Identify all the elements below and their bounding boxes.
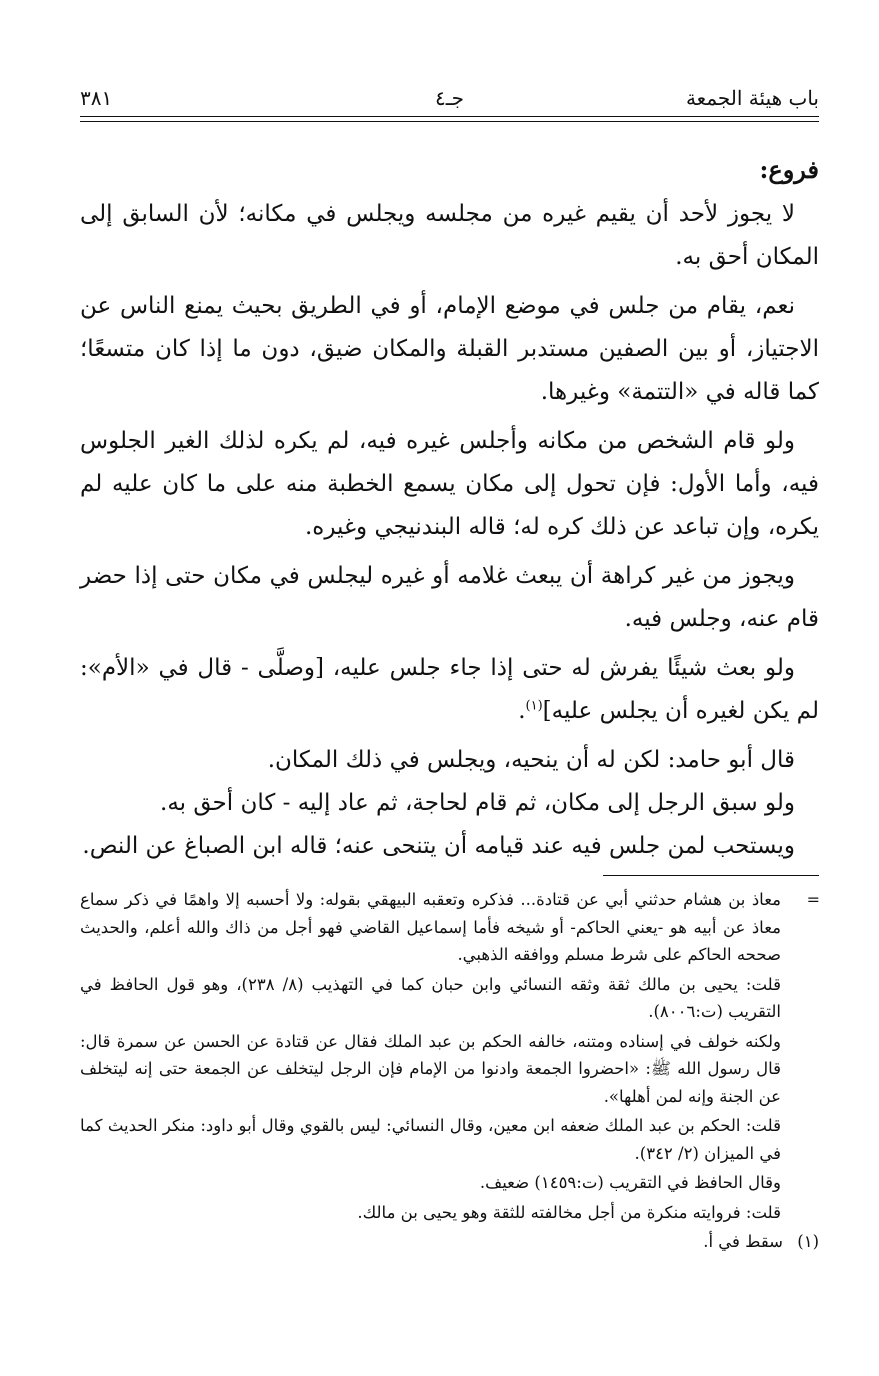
paragraph: ولو قام الشخص من مكانه وأجلس غيره فيه، لم يكره لذلك الغير الجلوس فيه، وأما الأول: فإن تحول إلى مكان يسمع الخطبة منه على ما كان عليه لم يكره، وإن تباعد عن ذلك كره له؛ قاله البندنيجي وغيره. <box>80 428 819 540</box>
footnote-paragraph: قلت: فروايته منكرة من أجل مخالفته للثقة وهو يحيى بن مالك. <box>357 1202 781 1222</box>
footnote-paragraph: ولكنه خولف في إسناده ومتنه، خالفه الحكم بن عبد الملك فقال عن قتادة عن الحسن عن سمرة قال: قال رسول الله ﷺ: «احضروا الجمعة وادنوا من الإمام فإن الرجل ليتخلف عن الجمعة حتى إنه ليتخلف عن الجنة وإنه لمن أهلها». <box>80 1031 781 1106</box>
section-heading: فروع: <box>759 155 819 184</box>
footnote-text: سقط في أ. <box>703 1232 783 1251</box>
paragraph: لا يجوز لأحد أن يقيم غيره من مجلسه ويجلس في مكانه؛ لأن السابق إلى المكان أحق به. <box>80 201 819 270</box>
footnote-paragraph: معاذ بن هشام حدثني أبي عن قتادة... فذكره وتعقبه البيهقي بقوله: ولا أحسبه إلا واهمًا في ذكر سماع معاذ عن أبيه هو -يعني الحاكم- أو شيخه فأما إسماعيل القاضي فهو أجل من ذاك والله أعلم، والحديث صححه الحاكم على شرط مسلم ووافقه الذهبي. <box>80 890 781 964</box>
header-rule <box>80 116 819 122</box>
paragraph: ويستحب لمن جلس فيه عند قيامه أن يتنحى عنه؛ قاله ابن الصباغ عن النص. <box>82 833 795 859</box>
volume-label: جـ٤ <box>435 86 464 110</box>
paragraph-text: ولو بعث شيئًا يفرش له حتى إذا جاء جلس عليه، [وصلَّى - قال في «الأم»: لم يكن لغيره أن يجلس عليه] <box>80 655 819 724</box>
running-header <box>80 80 819 116</box>
footnote-number: (١) <box>797 1232 819 1251</box>
paragraph: ويجوز من غير كراهة أن يبعث غلامه أو غيره ليجلس في مكان حتى إذا حضر قام عنه، وجلس فيه. <box>80 563 819 632</box>
main-text <box>80 148 819 868</box>
footnote-continuation-mark: = <box>806 890 819 909</box>
footnote-reference[interactable]: (١) <box>525 698 543 714</box>
page-number: ٣٨١ <box>80 86 113 110</box>
paragraph: قال أبو حامد: لكن له أن ينحيه، ويجلس في ذلك المكان. <box>267 747 795 773</box>
footnote-separator <box>603 875 819 876</box>
footnote-paragraph: قلت: يحيى بن مالك ثقة وثقه النسائي وابن حبان كما في التهذيب (٨/ ٢٣٨)، وهو قول الحافظ في التقريب (ت:٨٠٠٦). <box>80 974 781 1021</box>
footnote-paragraph: قلت: الحكم بن عبد الملك ضعفه ابن معين، وقال النسائي: ليس بالقوي وقال أبو داود: منكر الحديث كما في الميزان (٢/ ٣٤٢). <box>80 1116 781 1163</box>
chapter-title: باب هيئة الجمعة <box>685 86 819 110</box>
paragraph: ولو بعث شيئًا يفرش له حتى إذا جاء جلس عليه، [وصلَّى - قال في «الأم»: لم يكن لغيره أن يجلس عليه]$^{(١)}$. <box>80 655 819 724</box>
footnote-paragraph: وقال الحافظ في التقريب (ت:١٤٥٩) ضعيف. <box>479 1173 781 1192</box>
paragraph: ولو سبق الرجل إلى مكان، ثم قام لحاجة، ثم عاد إليه - كان أحق به. <box>160 790 795 816</box>
footnote-1 <box>80 1228 819 1256</box>
paragraph: نعم، يقام من جلس في موضع الإمام، أو في الطريق بحيث يمنع الناس عن الاجتياز، أو بين الصفين مستدبر القبلة والمكان ضيق، دون ما إذا كان متسعًا؛ كما قاله في «التتمة» وغيرها. <box>80 293 819 405</box>
footnotes-area <box>80 886 819 1258</box>
